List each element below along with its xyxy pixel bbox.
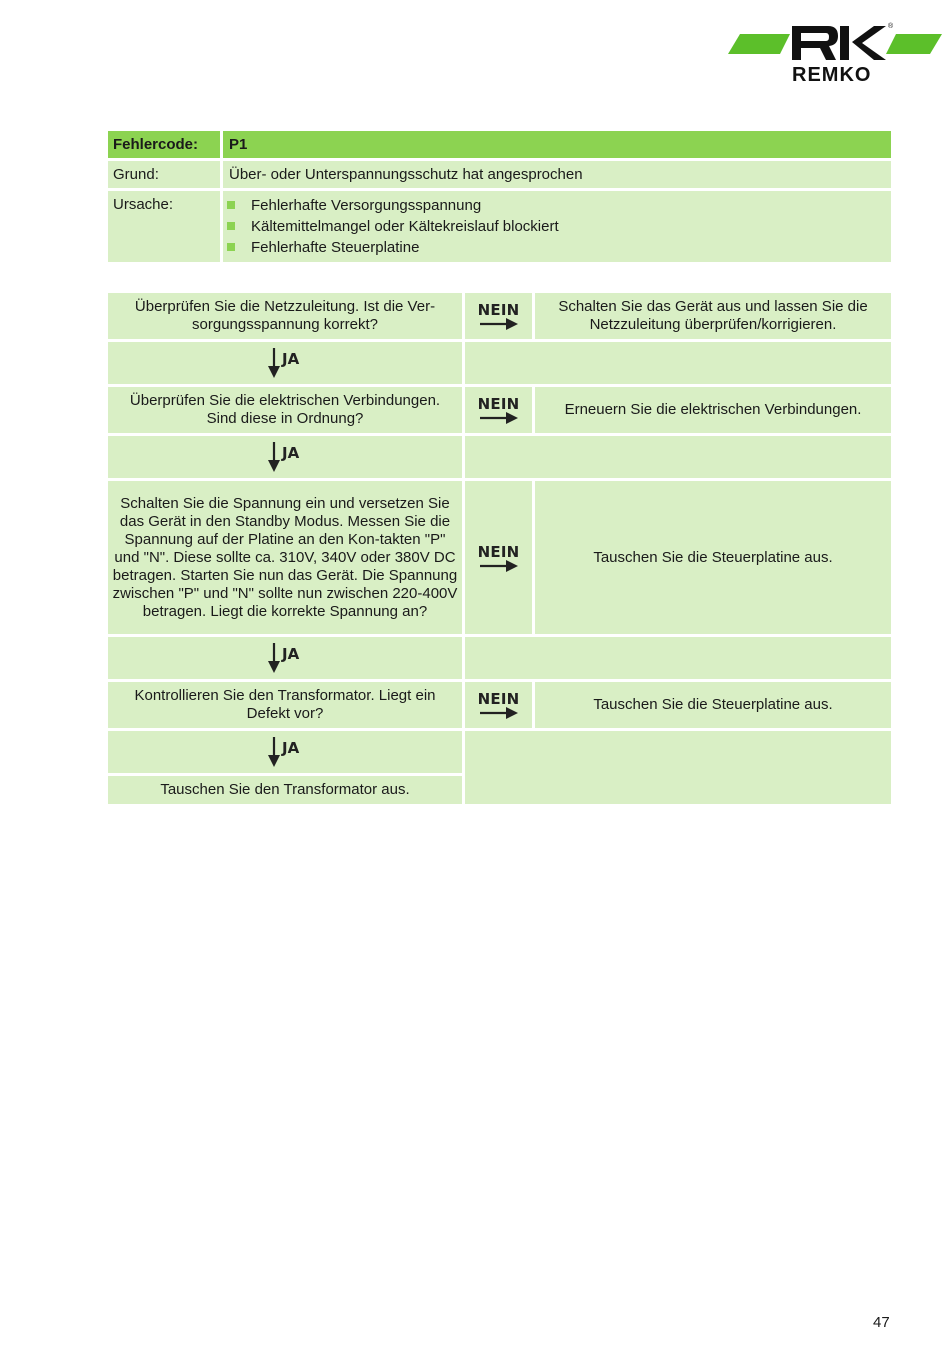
arrow-down-icon: [268, 442, 280, 472]
error-code-value: P1: [223, 131, 891, 158]
empty-cell: [465, 436, 891, 478]
action-box-3: Tauschen Sie die Steuerplatine aus.: [535, 481, 891, 634]
reason-row: [108, 161, 891, 188]
list-item: Fehlerhafte Steuerplatine: [223, 237, 891, 258]
no-label: NEIN: [477, 395, 520, 413]
yes-arrow-3: [268, 643, 299, 673]
no-arrow-1: [465, 293, 532, 339]
action-box-1: Schalten Sie das Gerät aus und lassen Sie die Netzzuleitung überprüfen/korrigieren.: [535, 293, 891, 339]
yes-arrow-2: [268, 442, 299, 472]
bullet-square-icon: [227, 201, 235, 209]
list-item: Fehlerhafte Versorgungsspannung: [223, 195, 891, 216]
yes-label: JA: [282, 350, 300, 368]
action-box-2: Erneuern Sie die elektrischen Verbindungen.: [535, 387, 891, 433]
cause-list: [223, 191, 891, 258]
empty-cell: [465, 342, 891, 384]
remko-logo-icon: [728, 20, 942, 64]
arrow-right-icon: [480, 412, 518, 424]
no-label: NEIN: [477, 542, 520, 561]
list-item: Kältemittelmangel oder Kältekreislauf blockiert: [223, 216, 891, 237]
no-arrow-4: [465, 682, 532, 728]
arrow-down-icon: [268, 737, 280, 767]
yes-arrow-1: [268, 348, 299, 378]
cause-list-cell: [223, 191, 891, 262]
reason-value: Über- oder Unterspannungsschutz hat angesprochen: [223, 161, 891, 188]
action-box-4: Tauschen Sie die Steuerplatine aus.: [535, 682, 891, 728]
cause-row: [108, 191, 891, 262]
error-code-row: [108, 131, 891, 158]
reason-label: Grund:: [108, 161, 220, 188]
cause-label: Ursache:: [108, 191, 220, 262]
arrow-down-icon: [268, 348, 280, 378]
no-arrow-3: [465, 481, 532, 634]
no-arrow-2: [465, 387, 532, 433]
error-code-label: Fehlercode:: [108, 131, 220, 158]
no-label: NEIN: [477, 301, 520, 319]
check-box-3: Schalten Sie die Spannung ein und versetzen Sie das Gerät in den Standby Modus. Messen Sie die Spannung auf der Platine an den Kon-takten "P" und "N". Diese sollte ca. 310V, 340V oder 380V DC betragen. Starten Sie nun das Gerät. Die Spannung zwischen "P" und "N" sollte nun zwischen 220-400V betragen. Liegt die korrekte Spannung an?: [108, 481, 462, 634]
arrow-right-icon: [480, 560, 518, 572]
check-box-1: Überprüfen Sie die Netzzuleitung. Ist die Ver-sorgungsspannung korrekt?: [108, 293, 462, 339]
check-box-2: Überprüfen Sie die elektrischen Verbindungen. Sind diese in Ordnung?: [108, 387, 462, 433]
bullet-square-icon: [227, 243, 235, 251]
final-action-box: Tauschen Sie den Transformator aus.: [108, 776, 462, 804]
yes-label: JA: [282, 739, 300, 757]
no-label: NEIN: [477, 690, 520, 708]
yes-arrow-4: [268, 737, 299, 767]
bullet-square-icon: [227, 222, 235, 230]
arrow-down-icon: [268, 643, 280, 673]
empty-cell: [465, 731, 891, 804]
page-number: 47: [873, 1314, 890, 1331]
yes-label: JA: [282, 444, 300, 462]
check-box-4: Kontrollieren Sie den Transformator. Liegt ein Defekt vor?: [108, 682, 462, 728]
yes-label: JA: [282, 645, 300, 663]
troubleshooting-flowchart: [108, 293, 891, 805]
arrow-right-icon: [480, 707, 518, 719]
remko-logo: [728, 20, 942, 86]
arrow-right-icon: [480, 318, 518, 330]
empty-cell: [465, 637, 891, 679]
svg-text:®: ®: [888, 23, 894, 30]
logo-wordmark: REMKO: [792, 64, 872, 86]
